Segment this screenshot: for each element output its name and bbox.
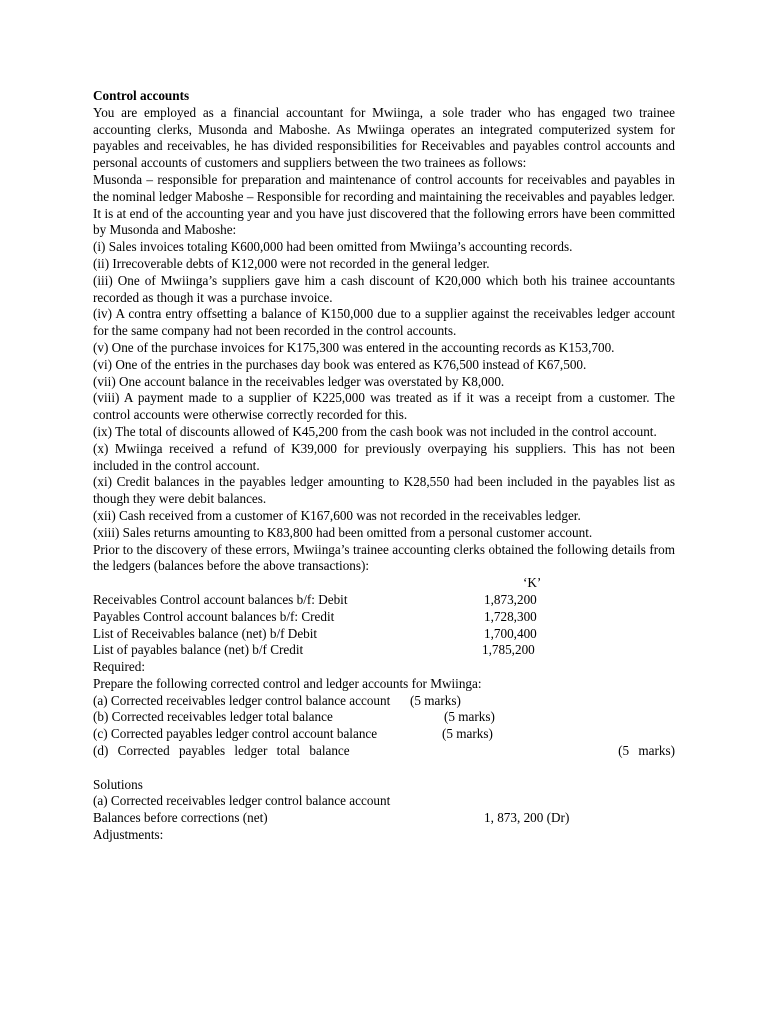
balances-table xyxy=(93,592,675,659)
required-part xyxy=(93,743,675,760)
balance-label: List of Receivables balance (net) b/f Debit xyxy=(93,625,318,641)
error-item: (xii) Cash received from a customer of K167,600 was not recorded in the receivables ledger. xyxy=(93,507,581,523)
balance-row xyxy=(93,642,675,659)
required-part-marks: (5 marks) xyxy=(442,726,493,742)
required-part-marks: (5 marks) xyxy=(410,692,461,708)
required-part-marks: (5 marks) xyxy=(618,743,675,759)
required-part xyxy=(93,693,675,710)
required-label: Required: xyxy=(93,659,146,675)
section-title: Control accounts xyxy=(93,88,190,103)
balance-row xyxy=(93,592,675,609)
required-part-text: (c) Corrected payables ledger control account balance xyxy=(93,726,378,742)
adjustments-label: Adjustments: xyxy=(93,827,164,843)
error-item: (ii) Irrecoverable debts of K12,000 were not recorded in the general ledger. xyxy=(93,255,490,271)
error-item: (iv) A contra entry offsetting a balance of K150,000 due to a supplier against the receivables ledger account for the same company had not been recorded in the control accounts. xyxy=(93,306,675,339)
balance-row xyxy=(93,626,675,643)
error-item: (xi) Credit balances in the payables ledger amounting to K28,550 had been included in the payables list as though they were debit balances. xyxy=(93,474,675,507)
document-page xyxy=(93,88,675,844)
required-part xyxy=(93,726,675,743)
balance-amount: 1,700,400 xyxy=(484,625,537,641)
required-part-text: (a) Corrected receivables ledger control balance account xyxy=(93,692,391,708)
solution-part-a-title: (a) Corrected receivables ledger control balance account xyxy=(93,793,391,809)
error-item: (iii) One of Mwiinga’s suppliers gave him a cash discount of K20,000 which both his trainee accountants recorded as though it was a purchase invoice. xyxy=(93,272,675,305)
intro-paragraph-2: Musonda – responsible for preparation and maintenance of control accounts for receivables and payables in the nominal ledger Maboshe – Responsible for recording and maintaining the receivables and payables ledger. xyxy=(93,171,675,204)
error-item: (vi) One of the entries in the purchases day book was entered as K76,500 instead of K67,500. xyxy=(93,356,587,372)
balance-label: Payables Control account balances b/f: Credit xyxy=(93,608,335,624)
solution-balance-row xyxy=(93,810,675,827)
intro-paragraph-3: It is at end of the accounting year and you have just discovered that the following errors have been committed by Musonda and Maboshe: xyxy=(93,205,675,238)
intro-paragraph-1: You are employed as a financial accountant for Mwiinga, a sole trader who has engaged two trainee accounting clerks, Musonda and Maboshe. As Mwiinga operates an integrated computerized system for payables and receivables, he has divided responsibilities for Receivables and payables control accounts and personal accounts of customers and suppliers between the two trainees as follows: xyxy=(93,104,675,171)
blank-line xyxy=(93,760,675,777)
error-item: (x) Mwiinga received a refund of K39,000 for previously overpaying his suppliers. This has not been included in the control account. xyxy=(93,440,675,473)
required-parts xyxy=(93,693,675,760)
currency-header-label: ‘K’ xyxy=(523,575,542,591)
required-instruction: Prepare the following corrected control and ledger accounts for Mwiinga: xyxy=(93,675,482,691)
error-item: (i) Sales invoices totaling K600,000 had been omitted from Mwiinga’s accounting records. xyxy=(93,239,573,255)
solution-balance-label: Balances before corrections (net) xyxy=(93,810,268,826)
balance-label: List of payables balance (net) b/f Credit xyxy=(93,642,304,658)
error-item: (viii) A payment made to a supplier of K225,000 was treated as if it was a receipt from a customer. The control accounts were otherwise correctly recorded for this. xyxy=(93,390,675,423)
solution-balance-amount: 1, 873, 200 (Dr) xyxy=(484,810,570,826)
required-part-marks: (5 marks) xyxy=(444,709,495,725)
balance-row xyxy=(93,609,675,626)
error-list xyxy=(93,239,675,541)
solutions-label: Solutions xyxy=(93,776,143,792)
balance-label: Receivables Control account balances b/f: Debit xyxy=(93,591,348,607)
prior-paragraph: Prior to the discovery of these errors, Mwiinga’s trainee accounting clerks obtained the following details from the ledgers (balances before the above transactions): xyxy=(93,541,675,574)
error-item: (vii) One account balance in the receivables ledger was overstated by K8,000. xyxy=(93,373,505,389)
currency-header xyxy=(93,575,675,592)
error-item: (ix) The total of discounts allowed of K45,200 from the cash book was not included in the control account. xyxy=(93,423,657,439)
balance-amount: 1,728,300 xyxy=(484,608,537,624)
balance-amount: 1,785,200 xyxy=(482,642,535,658)
required-part-text: (b) Corrected receivables ledger total balance xyxy=(93,709,333,725)
error-item: (v) One of the purchase invoices for K175,300 was entered in the accounting records as K153,700. xyxy=(93,339,615,355)
required-part-text: (d) Corrected payables ledger total balance xyxy=(93,743,350,759)
required-part xyxy=(93,709,675,726)
balance-amount: 1,873,200 xyxy=(484,591,537,607)
error-item: (xiii) Sales returns amounting to K83,800 had been omitted from a personal customer account. xyxy=(93,524,593,540)
